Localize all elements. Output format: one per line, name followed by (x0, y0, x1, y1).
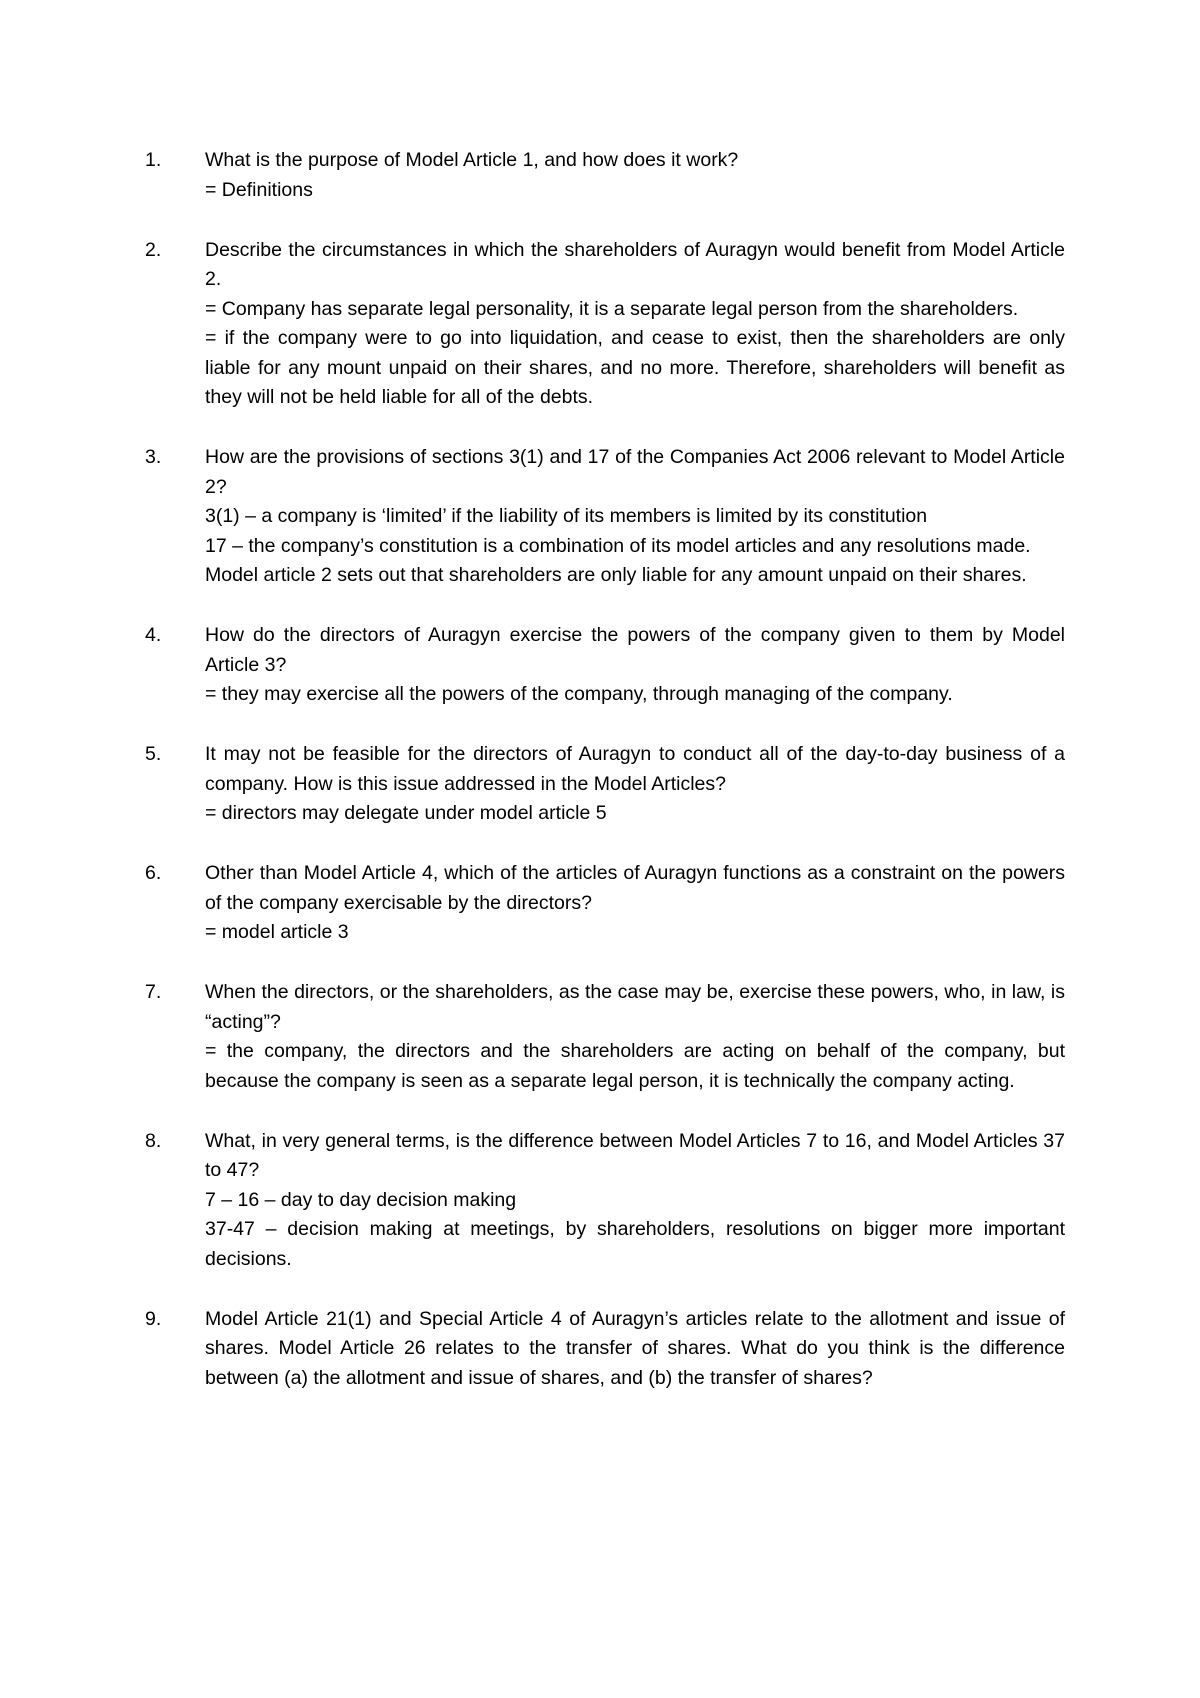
question-text: What is the purpose of Model Article 1, and how does it work? (205, 149, 739, 171)
answer-text: 17 – the company’s constitution is a combination of its model articles and any resolutions made. (205, 534, 1031, 557)
question-body (205, 978, 1065, 1096)
question-body (205, 1127, 1065, 1275)
question-number: 5. (145, 743, 162, 765)
question-body (205, 146, 1065, 205)
question-text: Other than Model Article 4, which of the articles of Auragyn functions as a constraint on the powers of the company exercisable by the directors? (205, 862, 1065, 914)
question-text: How do the directors of Auragyn exercise the powers of the company given to them by Model Article 3? (205, 624, 1065, 676)
question-text: It may not be feasible for the directors of Auragyn to conduct all of the day-to-day business of a company. How is this issue addressed in the Model Articles? (205, 743, 1065, 795)
question-text: What, in very general terms, is the difference between Model Articles 7 to 16, and Model Articles 37 to 47? (205, 1129, 1065, 1181)
question-body (205, 1305, 1065, 1394)
answer-text: = if the company were to go into liquidation, and cease to exist, then the shareholders are only liable for any mount unpaid on their shares, and no more. Therefore, shareholders will benefit as they will not be held liable for all of the debts. (205, 327, 1065, 408)
answer-text: 3(1) – a company is ‘limited’ if the liability of its members is limited by its constitution (205, 505, 928, 527)
question-item (145, 859, 1065, 948)
question-list (145, 146, 1065, 1424)
question-body (205, 236, 1065, 413)
question-text: Model Article 21(1) and Special Article 4 of Auragyn’s articles relate to the allotment and issue of shares. Model Article 26 relates to the transfer of shares. What do you think is the difference between (a) the allotment and issue of shares, and (b) the transfer of shares? (205, 1307, 1065, 1389)
answer-text: 37-47 – decision making at meetings, by shareholders, resolutions on bigger more important decisions. (205, 1218, 1065, 1270)
question-number: 2. (145, 238, 162, 261)
answer-text: = the company, the directors and the shareholders are acting on behalf of the company, but because the company is seen as a separate legal person, it is technically the company acting. (205, 1040, 1065, 1092)
answer-text: = model article 3 (205, 921, 349, 943)
question-number: 4. (145, 624, 162, 646)
question-number: 3. (145, 446, 162, 468)
question-item (145, 978, 1065, 1096)
question-number: 8. (145, 1129, 162, 1152)
answer-text: Model article 2 sets out that shareholders are only liable for any amount unpaid on their shares. (205, 564, 1027, 586)
question-item (145, 621, 1065, 710)
question-text: Describe the circumstances in which the shareholders of Auragyn would benefit from Model Article 2. (205, 238, 1065, 290)
question-item (145, 236, 1065, 413)
question-number: 6. (145, 862, 162, 884)
answer-text: = directors may delegate under model article 5 (205, 802, 607, 824)
question-item (145, 740, 1065, 829)
question-item (145, 146, 1065, 205)
question-number: 1. (145, 149, 162, 171)
question-number: 9. (145, 1307, 162, 1330)
question-item (145, 1305, 1065, 1394)
question-item (145, 443, 1065, 591)
question-number: 7. (145, 981, 162, 1003)
question-body (205, 621, 1065, 710)
question-body (205, 443, 1065, 591)
question-item (145, 1127, 1065, 1275)
answer-text: = they may exercise all the powers of the company, through managing of the company. (205, 683, 953, 705)
question-text: When the directors, or the shareholders, as the case may be, exercise these powers, who, in law, is “acting”? (205, 981, 1065, 1033)
question-body (205, 740, 1065, 829)
answer-text: = Company has separate legal personality, it is a separate legal person from the shareholders. (205, 297, 1019, 320)
answer-text: = Definitions (205, 178, 313, 201)
question-text: How are the provisions of sections 3(1) and 17 of the Companies Act 2006 relevant to Model Article 2? (205, 446, 1065, 498)
question-body (205, 859, 1065, 948)
answer-text: 7 – 16 – day to day decision making (205, 1188, 517, 1211)
